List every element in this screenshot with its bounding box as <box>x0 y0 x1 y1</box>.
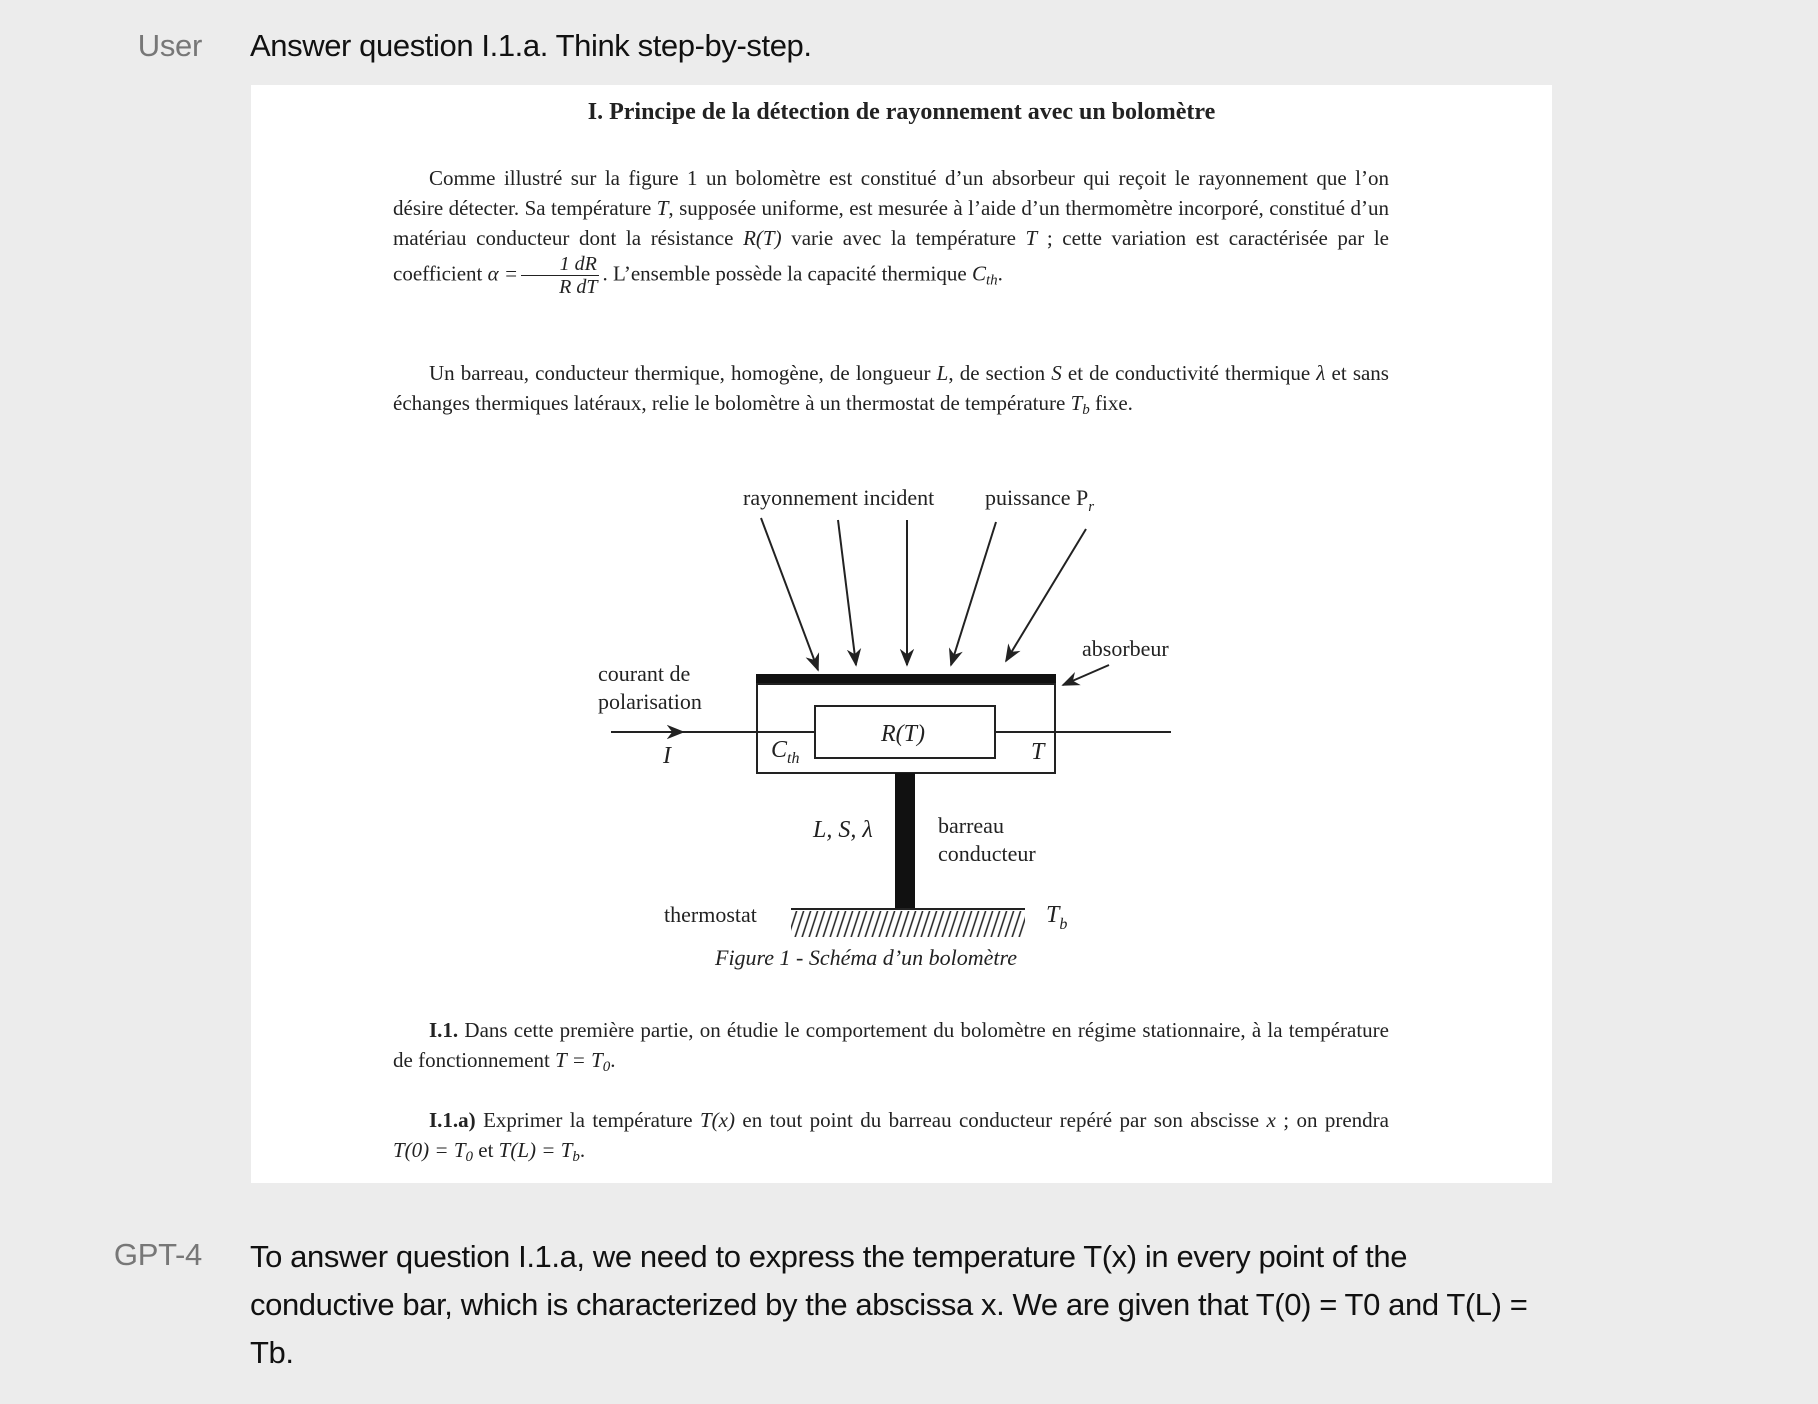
alpha-equation: α = <box>487 261 519 286</box>
fraction-numerator: 1 dR <box>521 253 599 276</box>
var: L <box>936 361 949 385</box>
text: . L’ensemble possède la capacité thermique <box>602 261 972 286</box>
fraction-denominator: R dT <box>559 276 598 298</box>
bar-label-line1: barreau <box>938 813 1004 838</box>
text: et de conductivité thermique <box>1061 361 1317 385</box>
var: R(T) <box>743 226 782 250</box>
radiation-arrow <box>1006 529 1086 661</box>
var: T <box>1070 391 1083 415</box>
subscript: th <box>787 750 800 767</box>
assistant-response: To answer question I.1.a, we need to express the temperature T(x) in every point of the conductive bar, which is characterized by the abscissa x. We are given that T(0) = T0 and T(L) = Tb. <box>250 1239 1528 1370</box>
text: . <box>579 1138 586 1162</box>
var: T <box>656 196 669 220</box>
text: et <box>473 1138 499 1162</box>
subscript: 0 <box>602 1059 611 1075</box>
subscript: r <box>1088 499 1095 515</box>
thermostat-label: thermostat <box>664 902 757 927</box>
absorber-plate <box>756 674 1056 684</box>
text: et sans échanges thermiques latéraux, relie le bolomètre à un thermostat de température <box>393 361 1389 415</box>
assistant-speaker-label: GPT-4 <box>113 1237 202 1272</box>
var: T(x) <box>700 1108 735 1132</box>
text: Exprimer la température <box>475 1108 700 1132</box>
var: T(L) = T <box>498 1138 573 1162</box>
subscript: b <box>572 1149 580 1165</box>
var: C <box>971 261 986 286</box>
text: C <box>771 737 788 763</box>
document-title: I. Principe de la détection de rayonnement avec un bolomètre <box>587 99 1216 125</box>
temperature-label: T <box>1031 739 1045 765</box>
text: Comme illustré sur la figure 1 un bolomètre est constitué d’un absorbeur qui reçoit le rayonnement que l’on désire détecter. Sa température <box>393 166 1389 220</box>
text: ; on prendra <box>1275 1108 1389 1132</box>
var: x <box>1266 1108 1276 1132</box>
question-number: I.1. <box>429 1018 459 1042</box>
question-number: I.1.a) <box>429 1108 476 1132</box>
bar-label-line2: conducteur <box>938 841 1036 866</box>
absorber-label: absorbeur <box>1082 636 1169 661</box>
subscript: th <box>985 272 998 289</box>
text: en tout point du barreau conducteur repéré par son abscisse <box>735 1108 1267 1132</box>
resistance-label: R(T) <box>881 721 925 747</box>
question-I-1 <box>393 1015 1389 1082</box>
current-symbol: I <box>663 743 671 769</box>
incident-radiation-label: rayonnement incident <box>743 485 935 510</box>
absorber-pointer-arrow <box>1063 665 1109 685</box>
subscript: b <box>1059 916 1068 933</box>
text: T <box>1046 902 1060 928</box>
text: , supposée uniforme, est mesurée à l’aide d’un thermomètre incorporé, constitué d’un matériau conducteur dont la résistance <box>393 196 1389 250</box>
radiation-arrow <box>761 518 818 670</box>
var: T(0) = T <box>393 1138 466 1162</box>
text: Dans cette première partie, on étudie le comportement du bolomètre en régime stationnaire, à la température de fonctionnement <box>393 1018 1389 1072</box>
text: . <box>610 1048 616 1072</box>
subscript: b <box>1082 402 1090 418</box>
subscript: 0 <box>465 1149 474 1165</box>
question-I-1-a <box>393 1105 1389 1172</box>
var: T <box>1025 226 1038 250</box>
var: S <box>1051 361 1062 385</box>
bias-current-label-line1: courant de <box>598 661 691 686</box>
figure-caption: Figure 1 - Schéma d’un bolomètre <box>715 945 1018 970</box>
var: λ <box>1316 361 1326 385</box>
text: puissance P <box>985 485 1089 510</box>
bias-current-label-line2: polarisation <box>598 689 702 714</box>
user-speaker-label: User <box>137 28 202 63</box>
text: . <box>997 261 1003 286</box>
bar-parameters-label: L, S, λ <box>813 817 873 843</box>
radiation-arrow <box>838 520 856 665</box>
text: varie avec la température <box>781 226 1026 250</box>
attached-document-image <box>251 85 1552 1183</box>
heat-capacity-label <box>771 737 799 767</box>
text: fixe. <box>1089 391 1133 415</box>
radiation-arrow <box>951 522 996 665</box>
var: T = T <box>555 1048 603 1072</box>
text: Un barreau, conducteur thermique, homogène, de longueur <box>429 361 937 385</box>
user-prompt: Answer question I.1.a. Think step-by-step. <box>250 28 812 63</box>
text: , de section <box>948 361 1052 385</box>
thermostat-hatching <box>791 911 1025 937</box>
power-label <box>985 485 1094 515</box>
thermostat-temperature-label <box>1046 902 1067 933</box>
conductive-bar <box>895 773 915 909</box>
text: ; cette variation est caractérisée par le coefficient <box>393 226 1389 286</box>
